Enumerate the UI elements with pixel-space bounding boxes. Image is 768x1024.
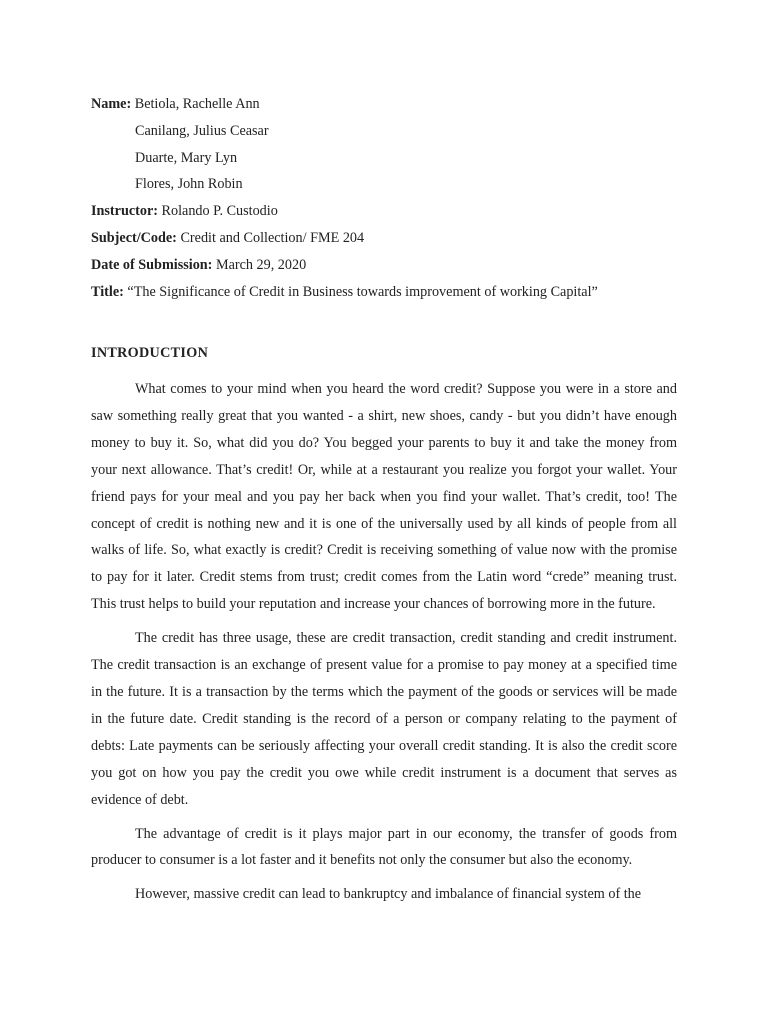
instructor-line [91, 198, 691, 225]
author-name-3: Duarte, Mary Lyn [135, 149, 238, 166]
title-label: Title: [91, 283, 124, 300]
author-name-2: Canilang, Julius Ceasar [135, 122, 269, 139]
section-heading: INTRODUCTION [91, 345, 209, 361]
subject-value: Credit and Collection/ FME 204 [180, 229, 365, 246]
paragraph-1: What comes to your mind when you heard the word credit? Suppose you were in a store and saw something really great that you wanted - a shirt, new shoes, candy - but you didn’t have enough money to buy it. So, what did you do? You begged your parents to buy it and take the money from your next allowance. That’s credit! Or, while at a restaurant you realize you forgot your wallet. Your friend pays for your meal and you pay her back when you find your wallet. That’s credit, too! The concept of credit is nothing new and it is one of the universally used by all kinds of people from all walks of life. So, what exactly is credit? Credit is receiving something of value now with the promise to pay for it later. Credit stems from trust; credit comes from the Latin word “crede” meaning trust. This trust helps to build your reputation and increase your chances of borrowing more in the future. [91, 381, 677, 613]
date-line [91, 252, 691, 279]
subject-line [91, 225, 691, 252]
title-line [91, 279, 691, 306]
instructor-label: Instructor: [91, 203, 158, 220]
body-text [91, 376, 677, 915]
name-line [91, 91, 691, 118]
author-name-1: Betiola, Rachelle Ann [134, 96, 260, 112]
subject-label: Subject/Code: [91, 229, 177, 246]
date-value: March 29, 2020 [215, 256, 307, 273]
paragraph-3: The advantage of credit is it plays major part in our economy, the transfer of goods from producer to consumer is a lot faster and it benefits not only the consumer but also the economy. [91, 825, 677, 869]
author-name-4: Flores, John Robin [135, 176, 243, 193]
paragraph-4: However, massive credit can lead to bankruptcy and imbalance of financial system of the [135, 886, 642, 903]
instructor-value: Rolando P. Custodio [161, 203, 278, 220]
paragraph-2: The credit has three usage, these are credit transaction, credit standing and credit instrument. The credit transaction is an exchange of present value for a promise to pay money at a specified time in the future. It is a transaction by the terms which the payment of the goods or services will be made in the future date. Credit standing is the record of a person or company relating to the payment of debts: Late payments can be seriously affecting your overall credit standing. It is also the credit score you got on how you pay the credit you owe while credit instrument is a document that serves as evidence of debt. [91, 630, 677, 808]
name-label: Name: [91, 96, 132, 112]
document-header [91, 91, 691, 305]
date-label: Date of Submission: [91, 256, 213, 273]
title-value: “The Significance of Credit in Business towards improvement of working Capital” [127, 283, 598, 300]
